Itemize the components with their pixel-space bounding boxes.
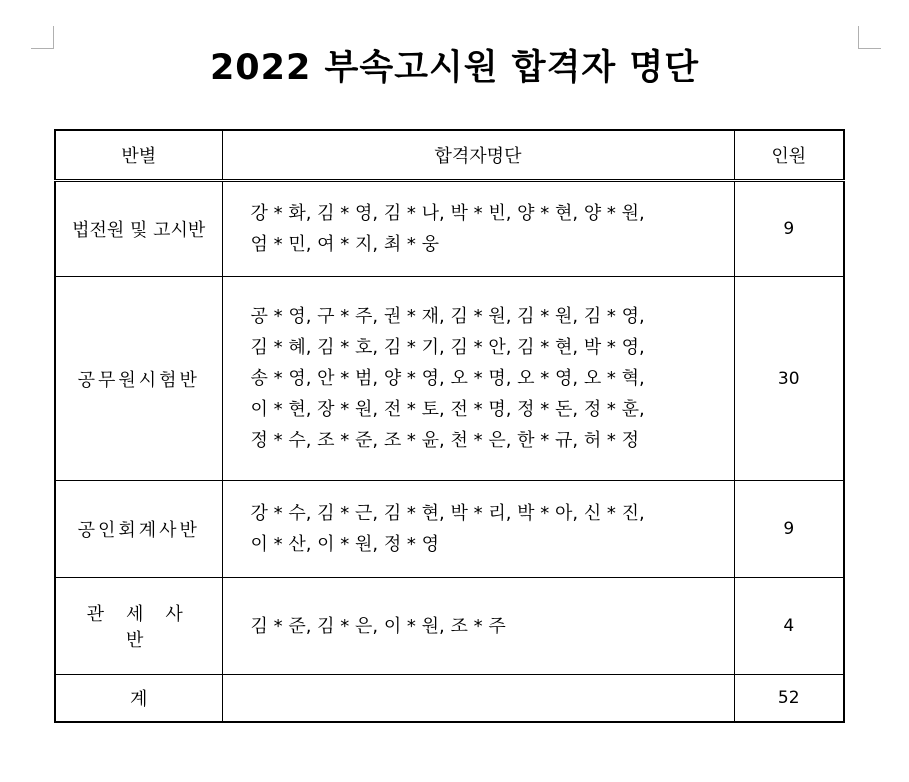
name-line: 엄 * 민, 여 * 지, 최 * 웅 [250,234,440,255]
table-row [55,578,844,675]
name-line: 송 * 영, 안 * 범, 양 * 영, 오 * 명, 오 * 영, 오 * 혁, [250,368,645,389]
row-class: 공인회계사반 [55,481,222,578]
name-line: 김 * 혜, 김 * 호, 김 * 기, 김 * 안, 김 * 현, 박 * 영, [250,337,645,358]
table-row [55,181,844,277]
header-count: 인원 [734,130,844,181]
row-names [222,181,734,277]
row-class: 관세사반 [55,578,222,675]
page-title: 2022 부속고시원 합격자 명단 [209,48,700,88]
total-count: 52 [734,675,844,723]
total-row [55,675,844,723]
total-names-empty [222,675,734,723]
header-names: 합격자명단 [222,130,734,181]
row-class: 공무원시험반 [55,277,222,481]
row-count: 9 [734,481,844,578]
name-line: 공 * 영, 구 * 주, 권 * 재, 김 * 원, 김 * 원, 김 * 영, [250,306,645,327]
row-names [222,481,734,578]
name-line: 강 * 수, 김 * 근, 김 * 현, 박 * 리, 박 * 아, 신 * 진, [250,503,645,524]
row-count: 9 [734,181,844,277]
row-count: 4 [734,578,844,675]
total-label: 계 [55,675,222,723]
name-line: 이 * 산, 이 * 원, 정 * 영 [250,534,440,555]
row-names [222,277,734,481]
row-names [222,578,734,675]
table-row [55,277,844,481]
name-line: 강 * 화, 김 * 영, 김 * 나, 박 * 빈, 양 * 현, 양 * 원, [250,203,645,224]
header-class: 반별 [55,130,222,181]
table-row [55,481,844,578]
table-header-row [55,130,844,181]
name-line: 김 * 준, 김 * 은, 이 * 원, 조 * 주 [250,615,506,637]
name-line: 이 * 현, 장 * 원, 전 * 토, 전 * 명, 정 * 돈, 정 * 훈, [250,399,645,420]
row-class: 법전원 및 고시반 [55,181,222,277]
roster-table [54,129,845,723]
row-count: 30 [734,277,844,481]
name-line: 정 * 수, 조 * 준, 조 * 윤, 천 * 은, 한 * 규, 허 * 정 [250,430,640,451]
